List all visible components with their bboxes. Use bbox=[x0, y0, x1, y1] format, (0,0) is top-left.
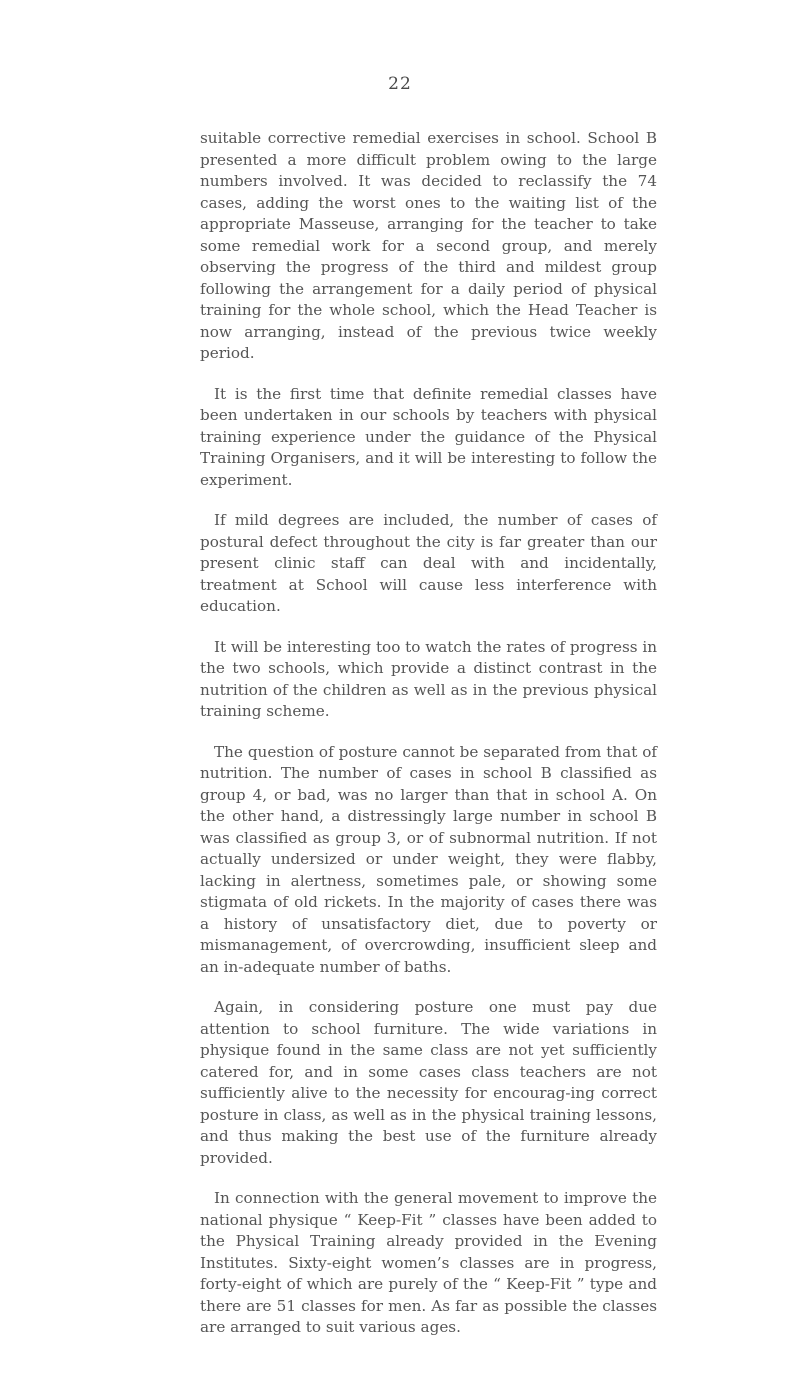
paragraph-remedial-classes: It is the first time that definite remedial classes have been undertaken in our schools by teachers with physical training experience under the guidance of the Physical Training Organisers, and it will be interesting to follow the experiment. bbox=[200, 384, 657, 489]
page-number: 22 bbox=[388, 74, 412, 94]
body-text bbox=[200, 128, 657, 1358]
paragraph-keep-fit: In connection with the general movement to improve the national physique “ Keep-Fit ” classes have been added to the Physical Training already provided in the Evening Institutes. Sixty-eight women’s classes are in progress, forty-eight of which are purely of the “ Keep-Fit ” type and there are 51 classes for men. As far as possible the classes are arranged to suit various ages. bbox=[200, 1189, 657, 1336]
paragraph-continuation: suitable corrective remedial exercises in school. School B presented a more difficult problem owing to the large numbers involved. It was decided to reclassify the 74 cases, adding the worst ones to the waiting list of the appropriate Masseuse, arranging for the teacher to take some remedial work for a second group, and merely observing the progress of the third and mildest group following the arrangement for a daily period of physical training for the whole school, which the Head Teacher is now arranging, instead of the previous twice weekly period. bbox=[200, 129, 657, 362]
paragraph-nutrition: The question of posture cannot be separated from that of nutrition. The number of cases in school B classified as group 4, or bad, was no larger than that in school A. On the other hand, a distressingly large number in school B was classified as group 3, or of subnormal nutrition. If not actually undersized or under weight, they were flabby, lacking in alertness, sometimes pale, or showing some stigmata of old rickets. In the majority of cases there was a history of unsatisfactory diet, due to poverty or mismanagement, of overcrowding, insufficient sleep and an in-adequate number of baths. bbox=[200, 742, 657, 976]
paragraph-school-furniture: Again, in considering posture one must pay due attention to school furniture. The wide variations in physique found in the same class are not yet sufficiently catered for, and in some cases class teachers are not sufficiently alive to the necessity for encourag-ing correct posture in class, as well as in the physical training lessons, and thus making the best use of the furniture already provided. bbox=[200, 998, 657, 1167]
paragraph-rates-of-progress: It will be interesting too to watch the rates of progress in the two schools, which provide a distinct contrast in the nutrition of the children as well as in the previous physical training scheme. bbox=[200, 637, 657, 720]
paragraph-postural-defect: If mild degrees are included, the number of cases of postural defect throughout the city is far greater than our present clinic staff can deal with and incidentally, treatment at School will cause less interference with education. bbox=[200, 511, 657, 615]
